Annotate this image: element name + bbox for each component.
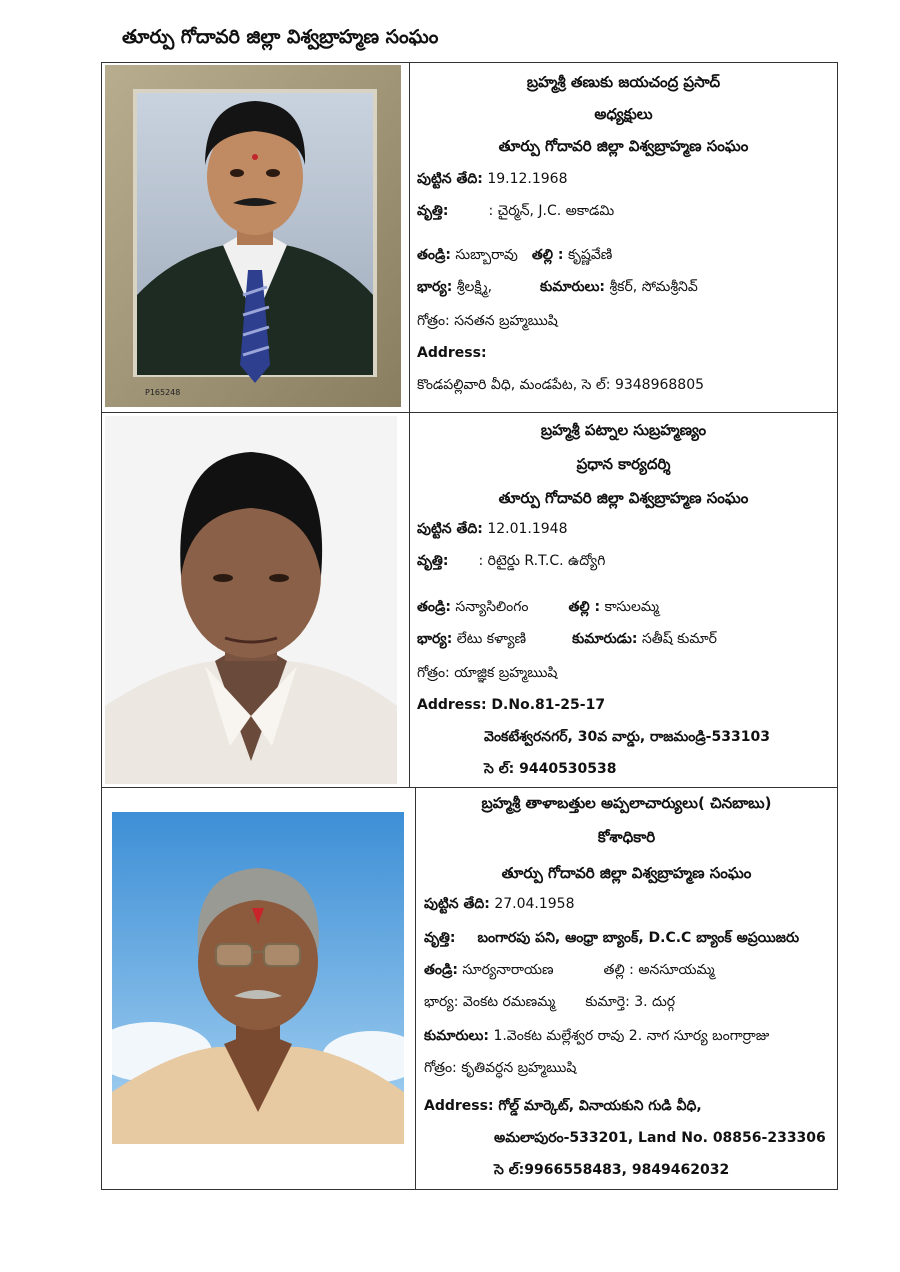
dob-label: పుట్టిన తేది: xyxy=(424,896,490,912)
children-label: కుమారులు: xyxy=(540,279,606,295)
dob-value: 27.04.1958 xyxy=(494,896,575,912)
member-info-1 xyxy=(410,63,837,412)
address-line: సె ల్: 9440530538 xyxy=(484,761,617,777)
gotram-value: కృతివర్ధన బ్రహ్మఋషి xyxy=(461,1060,577,1076)
gotram-value: సనతన బ్రహ్మఋషి xyxy=(454,313,558,329)
member-card-1 xyxy=(101,62,838,413)
children-label: కుమారుడు: xyxy=(572,631,638,647)
member-designation: ప్రధాన కార్యదర్శి xyxy=(576,455,671,473)
wife-value: శ్రీలక్ష్మి, xyxy=(456,279,493,295)
daughter-value: 3. దుర్గ xyxy=(634,994,676,1010)
gotram-label: గోత్రం: xyxy=(417,313,450,329)
address-first-line: గోల్డ్ మార్కెట్, వినాయకుని గుడి వీధి, xyxy=(498,1098,702,1114)
dob-label: పుట్టిన తేది: xyxy=(417,171,483,187)
member-org: తూర్పు గోదావరి జిల్లా విశ్వబ్రాహ్మణ సంఘం xyxy=(498,137,749,155)
address-line: కొండపల్లివారి వీధి, మండపేట, సె ల్: 9348968805 xyxy=(417,377,705,393)
address-first-line: D.No.81-25-17 xyxy=(491,697,606,713)
occupation-label: వృత్తి: xyxy=(417,553,449,569)
children-value: 1.వెంకట మల్లేశ్వర రావు 2. నాగ సూర్య బంగార్రాజు xyxy=(493,1028,770,1044)
member-photo-1 xyxy=(105,65,401,407)
member-org: తూర్పు గోదావరి జిల్లా విశ్వబ్రాహ్మణ సంఘం xyxy=(498,489,749,507)
wife-label: భార్య: xyxy=(417,279,453,295)
wife-label: భార్య: xyxy=(417,631,453,647)
portrait-image xyxy=(105,416,397,784)
wife-value: లేటు కళ్యాణి xyxy=(456,631,527,647)
page-title: తూర్పు గోదావరి జిల్లా విశ్వబ్రాహ్మణ సంఘం xyxy=(122,26,439,48)
member-card-2 xyxy=(101,412,838,788)
gotram-value: యాజ్ఞిక బ్రహ్మఋషి xyxy=(454,665,558,681)
mother-label: తల్లి : xyxy=(531,247,564,263)
member-designation: కోశాధికారి xyxy=(597,828,656,846)
member-photo-3 xyxy=(112,812,404,1144)
father-value: సన్యాసిలింగం xyxy=(455,599,529,615)
occupation-value: బంగారపు పని, ఆంధ్రా బ్యాంక్, D.C.C బ్యాంక్ అప్రయిజరు xyxy=(477,930,800,946)
wife-label: భార్య: xyxy=(424,994,459,1010)
father-label: తండ్రి: xyxy=(417,599,451,615)
portrait-image xyxy=(112,812,404,1144)
dob-value: 19.12.1968 xyxy=(487,171,568,187)
father-value: సుబ్బారావు xyxy=(455,247,518,263)
address-label: Address: xyxy=(417,345,487,361)
address-label: Address: xyxy=(417,697,487,713)
gotram-label: గోత్రం: xyxy=(424,1060,457,1076)
father-label: తండ్రి: xyxy=(424,962,458,978)
dob-label: పుట్టిన తేది: xyxy=(417,521,483,537)
mother-value: కాసులమ్మ xyxy=(604,599,660,615)
occupation-value: : చైర్మన్, J.C. అకాడమి xyxy=(488,203,615,219)
wife-value: వెంకట రమణమ్మ xyxy=(462,994,556,1010)
children-value: శ్రీకర్, సోమశ్రీనివ్ xyxy=(609,279,698,295)
father-value: సూర్యనారాయణ xyxy=(462,962,554,978)
mother-value: అనసూయమ్మ xyxy=(638,962,715,978)
address-label: Address: xyxy=(424,1098,494,1114)
member-name: బ్రహ్మశ్రీ పట్నాల సుబ్రహ్మణ్యం xyxy=(540,421,707,439)
daughter-label: కుమార్తె: xyxy=(585,994,630,1010)
member-name: బ్రహ్మశ్రీ తణుకు జయచంద్ర ప్రసాద్ xyxy=(526,73,721,91)
member-card-3 xyxy=(101,787,838,1190)
address-line: అమలాపురం-533201, Land No. 08856-233306 xyxy=(494,1130,826,1146)
member-org: తూర్పు గోదావరి జిల్లా విశ్వబ్రాహ్మణ సంఘం xyxy=(501,864,752,882)
member-info-2 xyxy=(410,413,837,787)
member-info-3 xyxy=(416,788,837,1189)
member-name: బ్రహ్మశ్రీ తాళాబత్తుల అప్పలాచార్యులు( చినబాబు) xyxy=(481,794,772,812)
children-label: కుమారులు: xyxy=(424,1028,489,1044)
children-value: సతీష్ కుమార్ xyxy=(641,631,717,647)
address-line: వెంకటేశ్వరనగర్, 30వ వార్డు, రాజమండ్రి-533103 xyxy=(484,729,770,745)
address-line: సె ల్:9966558483, 9849462032 xyxy=(494,1162,730,1178)
photo-code: P165248 xyxy=(145,388,181,397)
mother-label: తల్లి : xyxy=(603,962,634,978)
member-photo-2 xyxy=(105,416,397,784)
occupation-value: : రిటైర్డు R.T.C. ఉద్యోగి xyxy=(478,553,606,569)
portrait-image xyxy=(105,65,401,407)
mother-value: కృష్ణవేణి xyxy=(567,247,613,263)
member-designation: అధ్యక్షులు xyxy=(594,105,653,123)
gotram-label: గోత్రం: xyxy=(417,665,450,681)
mother-label: తల్లి : xyxy=(568,599,601,615)
occupation-label: వృత్తి: xyxy=(417,203,449,219)
dob-value: 12.01.1948 xyxy=(487,521,568,537)
occupation-label: వృత్తి: xyxy=(424,930,456,946)
father-label: తండ్రి: xyxy=(417,247,451,263)
